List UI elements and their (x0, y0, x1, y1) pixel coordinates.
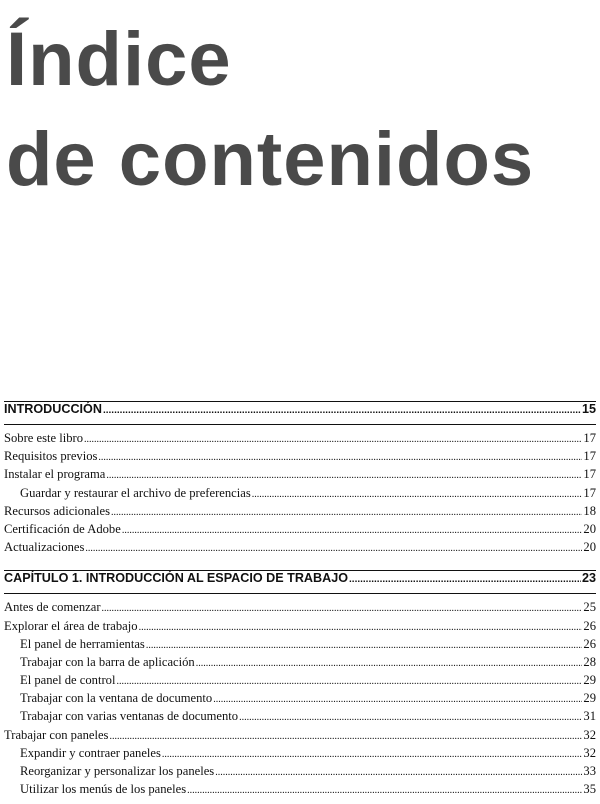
toc-subentry[interactable] (4, 746, 596, 764)
toc-entry-page: 20 (583, 521, 596, 536)
dot-leader (213, 694, 582, 705)
chapter-heading-label: CAPÍTULO 1. INTRODUCCIÓN AL ESPACIO DE TRABAJO (4, 571, 349, 586)
toc-entry-label: Actualizaciones (4, 540, 85, 555)
toc-entry-page: 29 (583, 691, 596, 706)
section-gap (4, 558, 596, 570)
toc-subentry[interactable] (4, 486, 596, 504)
toc-entry-label: Sobre este libro (4, 431, 84, 445)
dot-leader (122, 525, 583, 536)
toc-entry-label: Trabajar con paneles (4, 727, 109, 742)
dot-leader (239, 712, 582, 723)
toc-entry-page: 17 (583, 449, 596, 464)
toc-entry-label: Instalar el programa (4, 467, 106, 482)
chapter-page-number: 23 (581, 571, 596, 586)
toc-subentry[interactable] (4, 655, 596, 673)
chapter-heading-capitulo-1[interactable] (4, 571, 596, 593)
toc-subentry[interactable] (4, 637, 596, 655)
toc-subentry[interactable] (4, 673, 596, 691)
dot-leader (349, 574, 581, 585)
dot-leader (252, 489, 583, 500)
toc-entry[interactable] (4, 504, 596, 522)
toc-entry-page: 32 (583, 745, 596, 760)
toc-subentry[interactable] (4, 782, 596, 800)
toc-entry[interactable] (4, 467, 596, 485)
toc-entry-page: 29 (583, 673, 596, 688)
chapter-heading-rules (4, 570, 596, 594)
toc-entry-page: 17 (583, 485, 596, 500)
table-of-contents (4, 401, 596, 800)
toc-entry-page: 17 (583, 467, 596, 482)
toc-entry-page: 25 (583, 600, 596, 615)
toc-entry-label: Trabajar con varias ventanas de documento (20, 709, 239, 724)
toc-entry[interactable] (4, 600, 596, 618)
chapter-page-number: 15 (581, 402, 596, 416)
toc-entry-label: Reorganizar y personalizar los paneles (20, 764, 215, 778)
dot-leader (139, 622, 583, 633)
toc-subentry[interactable] (4, 691, 596, 709)
toc-entry-label: Utilizar los menús de los paneles (20, 782, 187, 797)
dot-leader (196, 658, 583, 669)
dot-leader (162, 749, 582, 760)
toc-entry-page: 20 (583, 540, 596, 555)
dot-leader (84, 434, 582, 445)
toc-entry-label: El panel de herramientas (20, 636, 145, 651)
toc-entry-page: 32 (583, 727, 596, 742)
chapter-heading-introduccion[interactable] (4, 402, 596, 424)
toc-entry-page: 33 (583, 764, 596, 778)
title-line-2: de contenidos (6, 117, 535, 202)
page-title (6, 10, 534, 210)
toc-entry[interactable] (4, 728, 596, 746)
dot-leader (187, 785, 582, 796)
toc-entry[interactable] (4, 522, 596, 540)
toc-entry-page: 26 (583, 636, 596, 651)
toc-entry-page: 26 (583, 618, 596, 633)
toc-entry-label: Trabajar con la ventana de documento (20, 691, 213, 706)
dot-leader (111, 507, 582, 518)
toc-subentry[interactable] (4, 709, 596, 727)
dot-leader (215, 767, 582, 778)
toc-entry-label: Requisitos previos (4, 449, 98, 464)
toc-entry-label: Guardar y restaurar el archivo de preferencias (20, 485, 251, 500)
toc-entry[interactable] (4, 431, 596, 449)
toc-entry[interactable] (4, 619, 596, 637)
toc-entry-page: 17 (583, 431, 596, 445)
dot-leader (102, 603, 583, 614)
dot-leader (106, 470, 582, 481)
title-line-1: Índice (6, 17, 232, 102)
toc-entry-label: Antes de comenzar (4, 600, 101, 615)
toc-entry[interactable] (4, 449, 596, 467)
toc-entry-page: 35 (583, 782, 596, 797)
dot-leader (109, 731, 582, 742)
dot-leader (146, 640, 583, 651)
toc-entry[interactable] (4, 540, 596, 558)
toc-entry-label: Recursos adicionales (4, 503, 110, 518)
toc-entry-page: 28 (583, 654, 596, 669)
toc-entry-label: Explorar el área de trabajo (4, 618, 138, 633)
toc-entry-label: Expandir y contraer paneles (20, 745, 161, 760)
toc-entry-page: 18 (583, 503, 596, 518)
toc-entry-page: 31 (583, 709, 596, 724)
dot-leader (98, 452, 582, 463)
dot-leader (85, 543, 582, 554)
toc-entry-label: Trabajar con la barra de aplicación (20, 654, 195, 669)
dot-leader (103, 405, 581, 416)
chapter-heading-rules (4, 401, 596, 425)
toc-entry-label: Certificación de Adobe (4, 521, 121, 536)
chapter-heading-label: INTRODUCCIÓN (4, 402, 102, 416)
dot-leader (116, 676, 582, 687)
toc-subentry[interactable] (4, 764, 596, 782)
toc-entry-label: El panel de control (20, 673, 116, 688)
